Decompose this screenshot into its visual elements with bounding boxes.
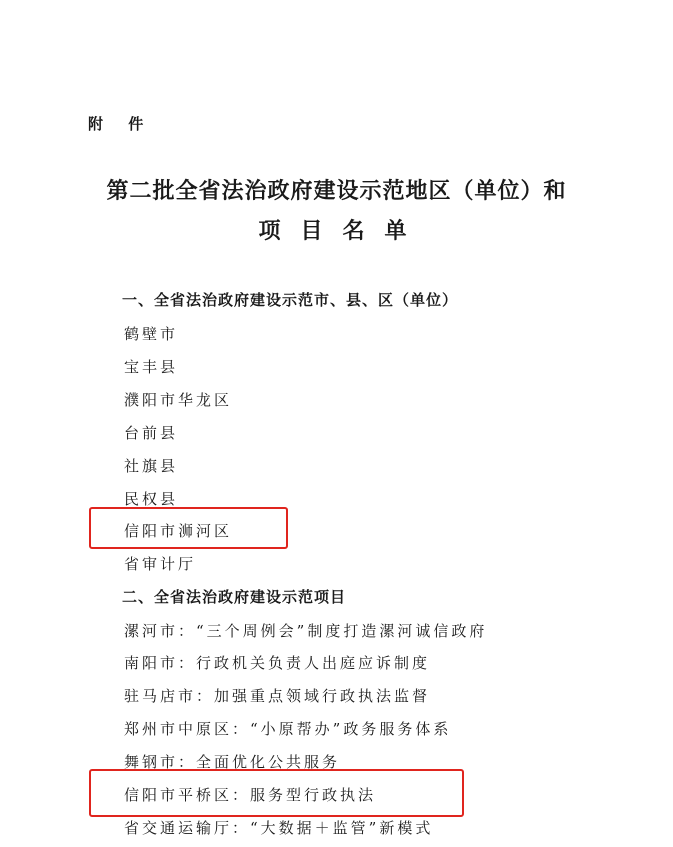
highlight-box-pingqiao [89,769,464,817]
list-item: 省交通运输厅：“大数据＋监管”新模式 [124,819,434,837]
section1-heading: 一、全省法治政府建设示范市、县、区（单位） [122,291,459,309]
list-item: 民权县 [124,490,179,508]
document-title-line1: 第二批全省法治政府建设示范地区（单位）和 [106,178,567,204]
list-item: 郑州市中原区：“小原帮办”政务服务体系 [124,720,452,738]
list-item: 台前县 [124,424,179,442]
list-item: 驻马店市：加强重点领域行政执法监督 [124,687,431,705]
section2-heading: 二、全省法治政府建设示范项目 [122,588,347,606]
list-item: 舞钢市：全面优化公共服务 [124,753,341,771]
list-item: 宝丰县 [124,358,179,376]
highlight-box-shihe [89,507,288,549]
list-item: 鹤壁市 [124,325,179,343]
list-item-highlighted: 信阳市平桥区：服务型行政执法 [124,786,377,804]
list-item-highlighted: 信阳市浉河区 [124,522,233,540]
document-title-line2: 项目名单 [258,218,427,244]
list-item: 南阳市：行政机关负责人出庭应诉制度 [124,654,431,672]
attachment-label: 附 件 [88,115,154,133]
list-item: 濮阳市华龙区 [124,391,233,409]
list-item: 社旗县 [124,457,179,475]
list-item: 省审计厅 [124,555,197,573]
list-item: 漯河市：“三个周例会”制度打造漯河诚信政府 [124,622,488,640]
